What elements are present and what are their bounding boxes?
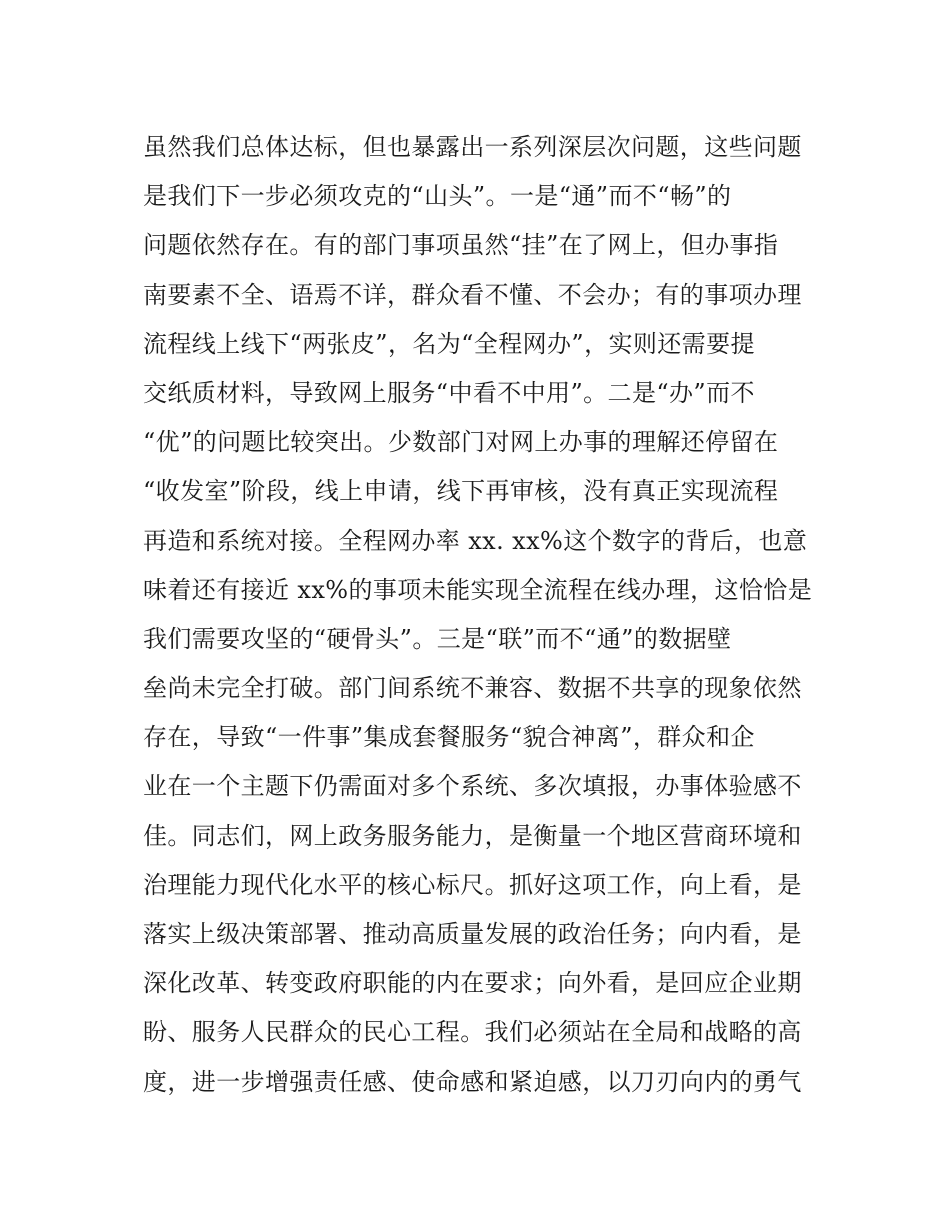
text-line: 度，进一步增强责任感、使命感和紧迫感，以刀刃向内的勇气 xyxy=(143,1067,802,1096)
text-line: 深化改革、转变政府职能的内在要求；向外看，是回应企业期 xyxy=(143,969,802,998)
text-line: 盼、服务人民群众的民心工程。我们必须站在全局和战略的高 xyxy=(143,1018,802,1047)
text-line: 我们需要攻坚的“硬骨头”。三是“联”而不“通”的数据壁 xyxy=(143,624,732,653)
text-line: 南要素不全、语焉不详，群众看不懂、不会办；有的事项办理 xyxy=(143,280,802,309)
text-line: “优”的问题比较突出。少数部门对网上办事的理解还停留在 xyxy=(143,428,779,457)
text-line: 味着还有接近 xx%的事项未能实现全流程在线办理，这恰恰是 xyxy=(143,575,813,604)
text-line: 再造和系统对接。全程网办率 xx. xx%这个数字的背后，也意 xyxy=(143,526,808,555)
text-line: 虽然我们总体达标，但也暴露出一系列深层次问题，这些问题 xyxy=(143,133,802,161)
body-paragraph xyxy=(143,123,823,1107)
text-line: 垒尚未完全打破。部门间系统不兼容、数据不共享的现象依然 xyxy=(143,674,802,703)
text-line: “收发室”阶段，线上申请，线下再审核，没有真正实现流程 xyxy=(143,477,779,506)
text-line: 流程线上线下“两张皮”，名为“全程网办”，实则还需要提 xyxy=(143,329,755,358)
text-line: 治理能力现代化水平的核心标尺。抓好这项工作，向上看，是 xyxy=(143,870,802,899)
text-line: 是我们下一步必须攻克的“山头”。一是“通”而不“畅”的 xyxy=(143,182,732,211)
text-line: 佳。同志们，网上政务服务能力，是衡量一个地区营商环境和 xyxy=(143,821,802,850)
text-line: 交纸质材料，导致网上服务“中看不中用”。二是“办”而不 xyxy=(143,378,755,407)
text-line: 存在，导致“一件事”集成套餐服务“貌合神离”，群众和企 xyxy=(143,723,755,752)
text-line: 问题依然存在。有的部门事项虽然“挂”在了网上，但办事指 xyxy=(143,231,779,260)
text-line: 落实上级决策部署、推动高质量发展的政治任务；向内看，是 xyxy=(143,920,802,948)
text-line: 业在一个主题下仍需面对多个系统、多次填报，办事体验感不 xyxy=(143,772,802,801)
